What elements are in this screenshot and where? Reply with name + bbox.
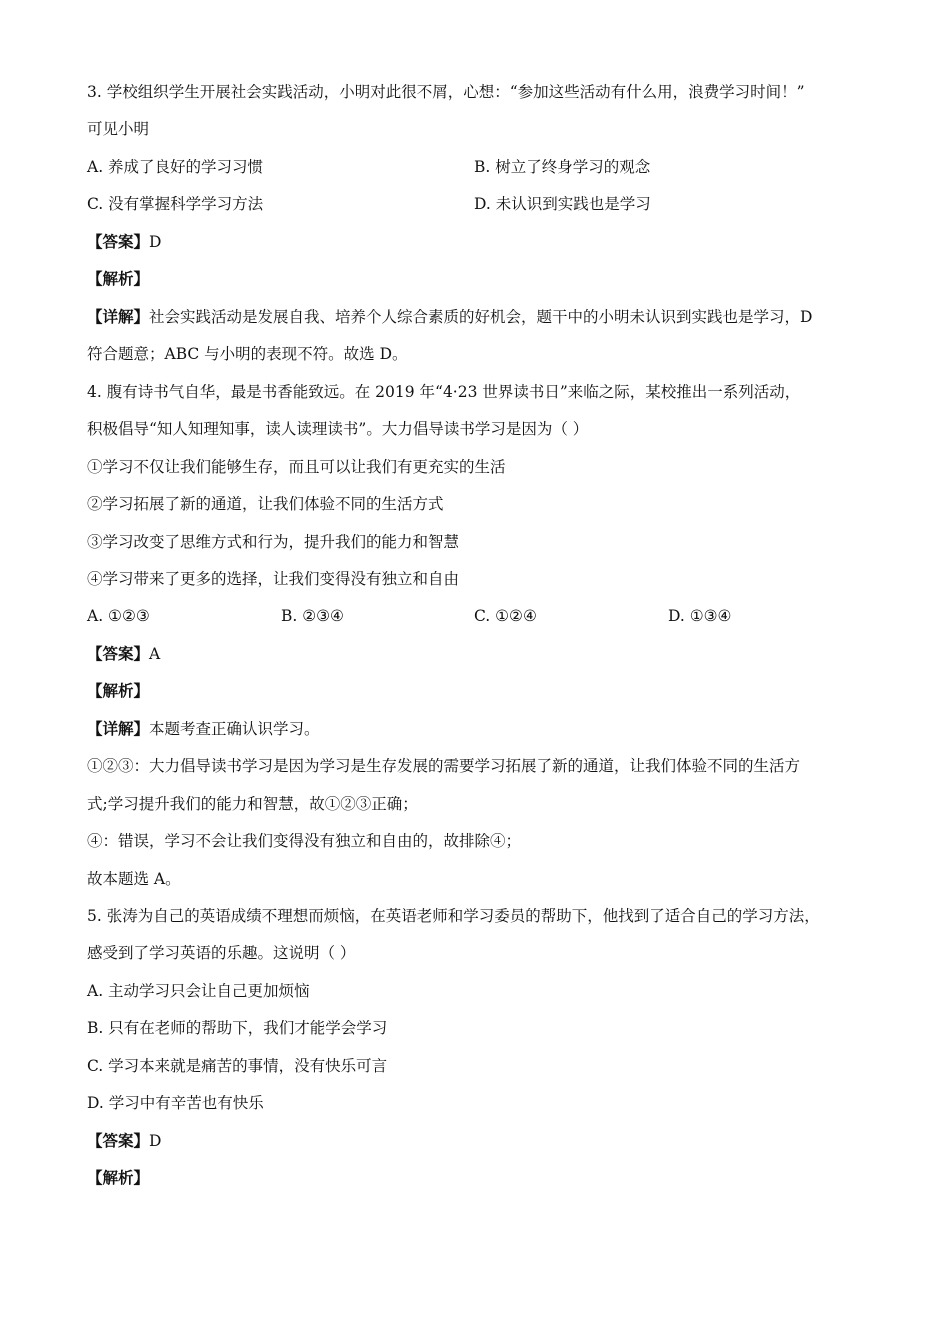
q5-analysis-tag: 【解析】 xyxy=(87,1168,150,1187)
q3-detail-line1 xyxy=(87,306,812,328)
answer-tag: 【答案】 xyxy=(87,644,150,663)
q4-detail-line1 xyxy=(87,718,320,740)
q4-item-2: ②学习拓展了新的通道，让我们体验不同的生活方式 xyxy=(87,495,444,513)
q4-detail-line5: 故本题选 A。 xyxy=(87,870,181,888)
q5-answer xyxy=(87,1130,161,1152)
q4-stem-line1: 4. 腹有诗书气自华，最是书香能致远。在 2019 年“4·23 世界读书日”来临之际，某校推出一系列活动， xyxy=(87,383,801,401)
answer-value: D xyxy=(149,1132,162,1150)
q4-detail-line2: ①②③：大力倡导读书学习是因为学习是生存发展的需要学习拓展了新的通道，让我们体验不同的生活方 xyxy=(87,757,801,775)
q5-stem-line2: 感受到了学习英语的乐趣。这说明（ ） xyxy=(87,944,356,962)
q3-option-d: D. 未认识到实践也是学习 xyxy=(474,195,651,213)
answer-tag: 【答案】 xyxy=(87,232,150,251)
q4-analysis-tag: 【解析】 xyxy=(87,681,150,700)
q4-option-b: B. ②③④ xyxy=(281,607,344,625)
q4-option-d: D. ①③④ xyxy=(668,607,732,625)
detail-tag: 【详解】 xyxy=(87,307,150,326)
q5-option-b: B. 只有在老师的帮助下，我们才能学会学习 xyxy=(87,1019,388,1037)
q4-item-4: ④学习带来了更多的选择，让我们变得没有独立和自由 xyxy=(87,570,460,588)
q4-option-a: A. ①②③ xyxy=(87,607,150,625)
answer-tag: 【答案】 xyxy=(87,1131,150,1150)
q4-stem-line2: 积极倡导“知人知理知事，读人读理读书”。大力倡导读书学习是因为（ ） xyxy=(87,420,589,438)
q3-answer xyxy=(87,231,161,253)
q3-detail-line2: 符合题意；ABC 与小明的表现不符。故选 D。 xyxy=(87,345,408,363)
q4-detail-line4: ④：错误，学习不会让我们变得没有独立和自由的，故排除④； xyxy=(87,832,522,850)
q3-stem-line2: 可见小明 xyxy=(87,120,150,138)
detail-text: 社会实践活动是发展自我、培养个人综合素质的好机会，题干中的小明未认识到实践也是学习，D xyxy=(149,308,813,326)
q3-option-b: B. 树立了终身学习的观念 xyxy=(474,158,651,176)
q3-stem-line1: 3. 学校组织学生开展社会实践活动，小明对此很不屑，心想：“参加这些活动有什么用，浪费学习时间！” xyxy=(87,83,805,101)
q5-option-a: A. 主动学习只会让自己更加烦恼 xyxy=(87,982,310,1000)
detail-text: 本题考查正确认识学习。 xyxy=(149,720,320,738)
answer-value: D xyxy=(149,233,162,251)
q4-item-1: ①学习不仅让我们能够生存，而且可以让我们有更充实的生活 xyxy=(87,458,506,476)
q5-option-c: C. 学习本来就是痛苦的事情，没有快乐可言 xyxy=(87,1057,388,1075)
detail-tag: 【详解】 xyxy=(87,719,150,738)
q5-option-d: D. 学习中有辛苦也有快乐 xyxy=(87,1094,264,1112)
q3-option-a: A. 养成了良好的学习习惯 xyxy=(87,158,264,176)
q4-answer xyxy=(87,643,160,665)
q5-stem-line1: 5. 张涛为自己的英语成绩不理想而烦恼，在英语老师和学习委员的帮助下，他找到了适合自己的学习方法， xyxy=(87,907,820,925)
q4-item-3: ③学习改变了思维方式和行为，提升我们的能力和智慧 xyxy=(87,533,460,551)
q3-option-c: C. 没有掌握科学学习方法 xyxy=(87,195,264,213)
answer-value: A xyxy=(149,645,161,663)
q4-detail-line3: 式;学习提升我们的能力和智慧，故①②③正确； xyxy=(87,795,418,813)
q3-analysis-tag: 【解析】 xyxy=(87,269,150,288)
q4-option-c: C. ①②④ xyxy=(474,607,537,625)
